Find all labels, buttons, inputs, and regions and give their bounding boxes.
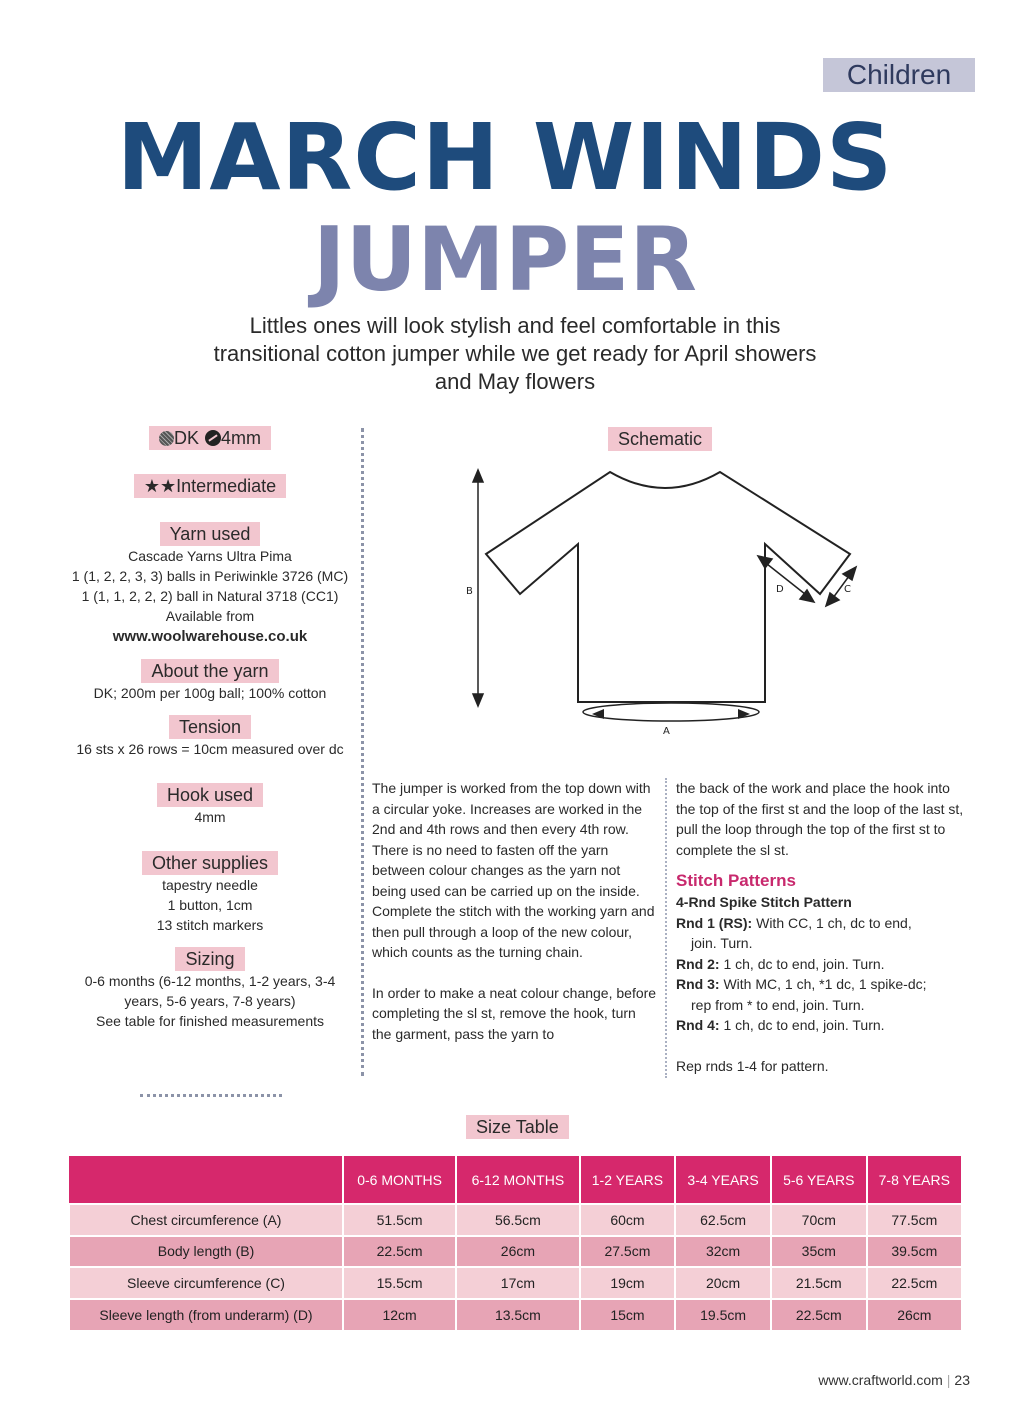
label-a: A bbox=[663, 726, 670, 737]
round-4: Rnd 4: 1 ch, dc to end, join. Turn. bbox=[676, 1017, 885, 1033]
info-column bbox=[60, 426, 360, 1031]
footer-site[interactable]: www.craftworld.com bbox=[818, 1372, 943, 1388]
row-label: Sleeve circumference (C) bbox=[69, 1267, 343, 1299]
cell: 39.5cm bbox=[867, 1236, 961, 1268]
hook-used-text: 4mm bbox=[194, 809, 226, 825]
sizing-label: Sizing bbox=[175, 947, 244, 971]
round-1: Rnd 1 (RS): With CC, 1 ch, dc to end, bbox=[676, 914, 912, 931]
pattern-notes-col-1 bbox=[372, 778, 657, 1044]
size-table bbox=[68, 1156, 961, 1330]
header-cell bbox=[69, 1156, 343, 1204]
cell: 15.5cm bbox=[343, 1267, 456, 1299]
notes-paragraph: There is no need to fasten off the yarn between colour changes as the yarn not being used can be carried up on the inside. Complete the stitch with the working yarn and then pull through a loop of the new colour, which counts as the turning chain. bbox=[372, 841, 655, 960]
cell: 26cm bbox=[456, 1236, 579, 1268]
supply-line: 1 button, 1cm bbox=[167, 897, 253, 913]
cell: 27.5cm bbox=[580, 1236, 676, 1268]
cell: 19cm bbox=[580, 1267, 676, 1299]
schematic-label: Schematic bbox=[608, 427, 712, 451]
pattern-notes-col-2 bbox=[676, 778, 966, 1076]
column-divider bbox=[361, 428, 364, 1076]
cell: 17cm bbox=[456, 1267, 579, 1299]
sizing-text bbox=[60, 971, 360, 1031]
header-cell: 6-12 MONTHS bbox=[456, 1156, 579, 1204]
hook-size: 4mm bbox=[221, 428, 261, 448]
yarn-ball-icon bbox=[159, 431, 174, 446]
yarn-hook-badge bbox=[149, 426, 271, 450]
supply-line: 13 stitch markers bbox=[156, 917, 264, 933]
table-row bbox=[69, 1267, 961, 1299]
hook-icon bbox=[205, 430, 221, 446]
tension-label: Tension bbox=[169, 715, 251, 739]
page-footer: www.craftworld.com | 23 bbox=[818, 1372, 970, 1388]
cell: 15cm bbox=[580, 1299, 676, 1331]
section-divider bbox=[140, 1094, 282, 1097]
size-table-label: Size Table bbox=[466, 1115, 569, 1139]
yarn-link[interactable]: www.woolwarehouse.co.uk bbox=[112, 628, 308, 645]
title-line-1: MARCH WINDS bbox=[116, 104, 894, 211]
yarn-used-text bbox=[60, 546, 360, 647]
cell: 77.5cm bbox=[867, 1204, 961, 1236]
category-tag: Children bbox=[823, 58, 975, 92]
notes-divider bbox=[665, 778, 667, 1078]
table-row bbox=[69, 1204, 961, 1236]
notes-paragraph: In order to make a neat colour change, before completing the sl st, remove the hook, turn the garment, pass the yarn to bbox=[372, 984, 657, 1042]
yarn-weight: DK bbox=[173, 428, 199, 448]
jumper-schematic bbox=[450, 464, 870, 740]
title-line-2: JUMPER bbox=[312, 208, 698, 311]
cell: 70cm bbox=[771, 1204, 867, 1236]
row-label: Chest circumference (A) bbox=[69, 1204, 343, 1236]
round-2: Rnd 2: 1 ch, dc to end, join. Turn. bbox=[676, 955, 885, 972]
cell: 35cm bbox=[771, 1236, 867, 1268]
cell: 60cm bbox=[580, 1204, 676, 1236]
header-cell: 5-6 YEARS bbox=[771, 1156, 867, 1204]
supply-line: tapestry needle bbox=[162, 877, 258, 893]
header-cell: 3-4 YEARS bbox=[675, 1156, 771, 1204]
notes-paragraph: the back of the work and place the hook into the top of the first st and the loop of the last st, pull the loop through the top of the first st to complete the sl st. bbox=[676, 780, 964, 858]
round-3: Rnd 3: With MC, 1 ch, *1 dc, 1 spike-dc; bbox=[676, 976, 927, 992]
page-number: 23 bbox=[954, 1372, 970, 1388]
cell: 22.5cm bbox=[867, 1267, 961, 1299]
header-cell: 1-2 YEARS bbox=[580, 1156, 676, 1204]
cell: 21.5cm bbox=[771, 1267, 867, 1299]
yarn-line: Cascade Yarns Ultra Pima bbox=[128, 548, 292, 564]
cell: 22.5cm bbox=[343, 1236, 456, 1268]
notes-paragraph: The jumper is worked from the top down with a circular yoke. Increases are worked in the 2nd and 4th rows and then every 4th row. bbox=[372, 780, 651, 837]
cell: 51.5cm bbox=[343, 1204, 456, 1236]
cell: 13.5cm bbox=[456, 1299, 579, 1331]
stitch-pattern-subheading: 4-Rnd Spike Stitch Pattern bbox=[676, 894, 852, 910]
difficulty-badge bbox=[134, 474, 286, 498]
tension-text: 16 sts x 26 rows = 10cm measured over dc bbox=[76, 741, 344, 757]
cell: 22.5cm bbox=[771, 1299, 867, 1331]
intro-text: Littles ones will look stylish and feel comfortable in this transitional cotton jumper while we get ready for April showers and May flowers bbox=[213, 313, 817, 394]
about-yarn-text: DK; 200m per 100g ball; 100% cotton bbox=[93, 685, 327, 701]
repeat-note: Rep rnds 1-4 for pattern. bbox=[676, 1057, 829, 1074]
difficulty-text: Intermediate bbox=[176, 476, 277, 496]
sizing-line: 0-6 months (6-12 months, 1-2 years, 3-4 bbox=[84, 973, 336, 989]
row-label: Body length (B) bbox=[69, 1236, 343, 1268]
cell: 56.5cm bbox=[456, 1204, 579, 1236]
yarn-line: 1 (1, 2, 2, 3, 3) balls in Periwinkle 3726 (MC) bbox=[71, 568, 349, 584]
hook-used-label: Hook used bbox=[157, 783, 263, 807]
difficulty-stars: ★★ bbox=[143, 476, 177, 496]
cell: 19.5cm bbox=[675, 1299, 771, 1331]
yarn-line: 1 (1, 1, 2, 2, 2) ball in Natural 3718 (CC1) bbox=[81, 588, 339, 604]
cell: 32cm bbox=[675, 1236, 771, 1268]
stitch-patterns-heading: Stitch Patterns bbox=[676, 871, 796, 890]
cell: 20cm bbox=[675, 1267, 771, 1299]
label-d: D bbox=[776, 584, 784, 595]
table-row bbox=[69, 1236, 961, 1268]
round-3-cont: rep from * to end, join. Turn. bbox=[691, 996, 865, 1013]
cell: 26cm bbox=[867, 1299, 961, 1331]
cell: 62.5cm bbox=[675, 1204, 771, 1236]
label-c: C bbox=[844, 584, 851, 595]
header-cell: 7-8 YEARS bbox=[867, 1156, 961, 1204]
dimension-a-ellipse bbox=[583, 703, 759, 721]
row-label: Sleeve length (from underarm) (D) bbox=[69, 1299, 343, 1331]
yarn-used-label: Yarn used bbox=[160, 522, 261, 546]
sizing-line: years, 5-6 years, 7-8 years) bbox=[124, 993, 296, 1009]
size-table-header bbox=[69, 1156, 961, 1204]
sizing-line: See table for finished measurements bbox=[95, 1013, 324, 1029]
about-yarn-label: About the yarn bbox=[141, 659, 278, 683]
label-b: B bbox=[466, 586, 473, 597]
other-supplies-text bbox=[60, 875, 360, 935]
other-supplies-label: Other supplies bbox=[142, 851, 278, 875]
cell: 12cm bbox=[343, 1299, 456, 1331]
header-cell: 0-6 MONTHS bbox=[343, 1156, 456, 1204]
table-row bbox=[69, 1299, 961, 1331]
yarn-line: Available from bbox=[165, 608, 255, 624]
round-1-cont: join. Turn. bbox=[691, 935, 753, 951]
